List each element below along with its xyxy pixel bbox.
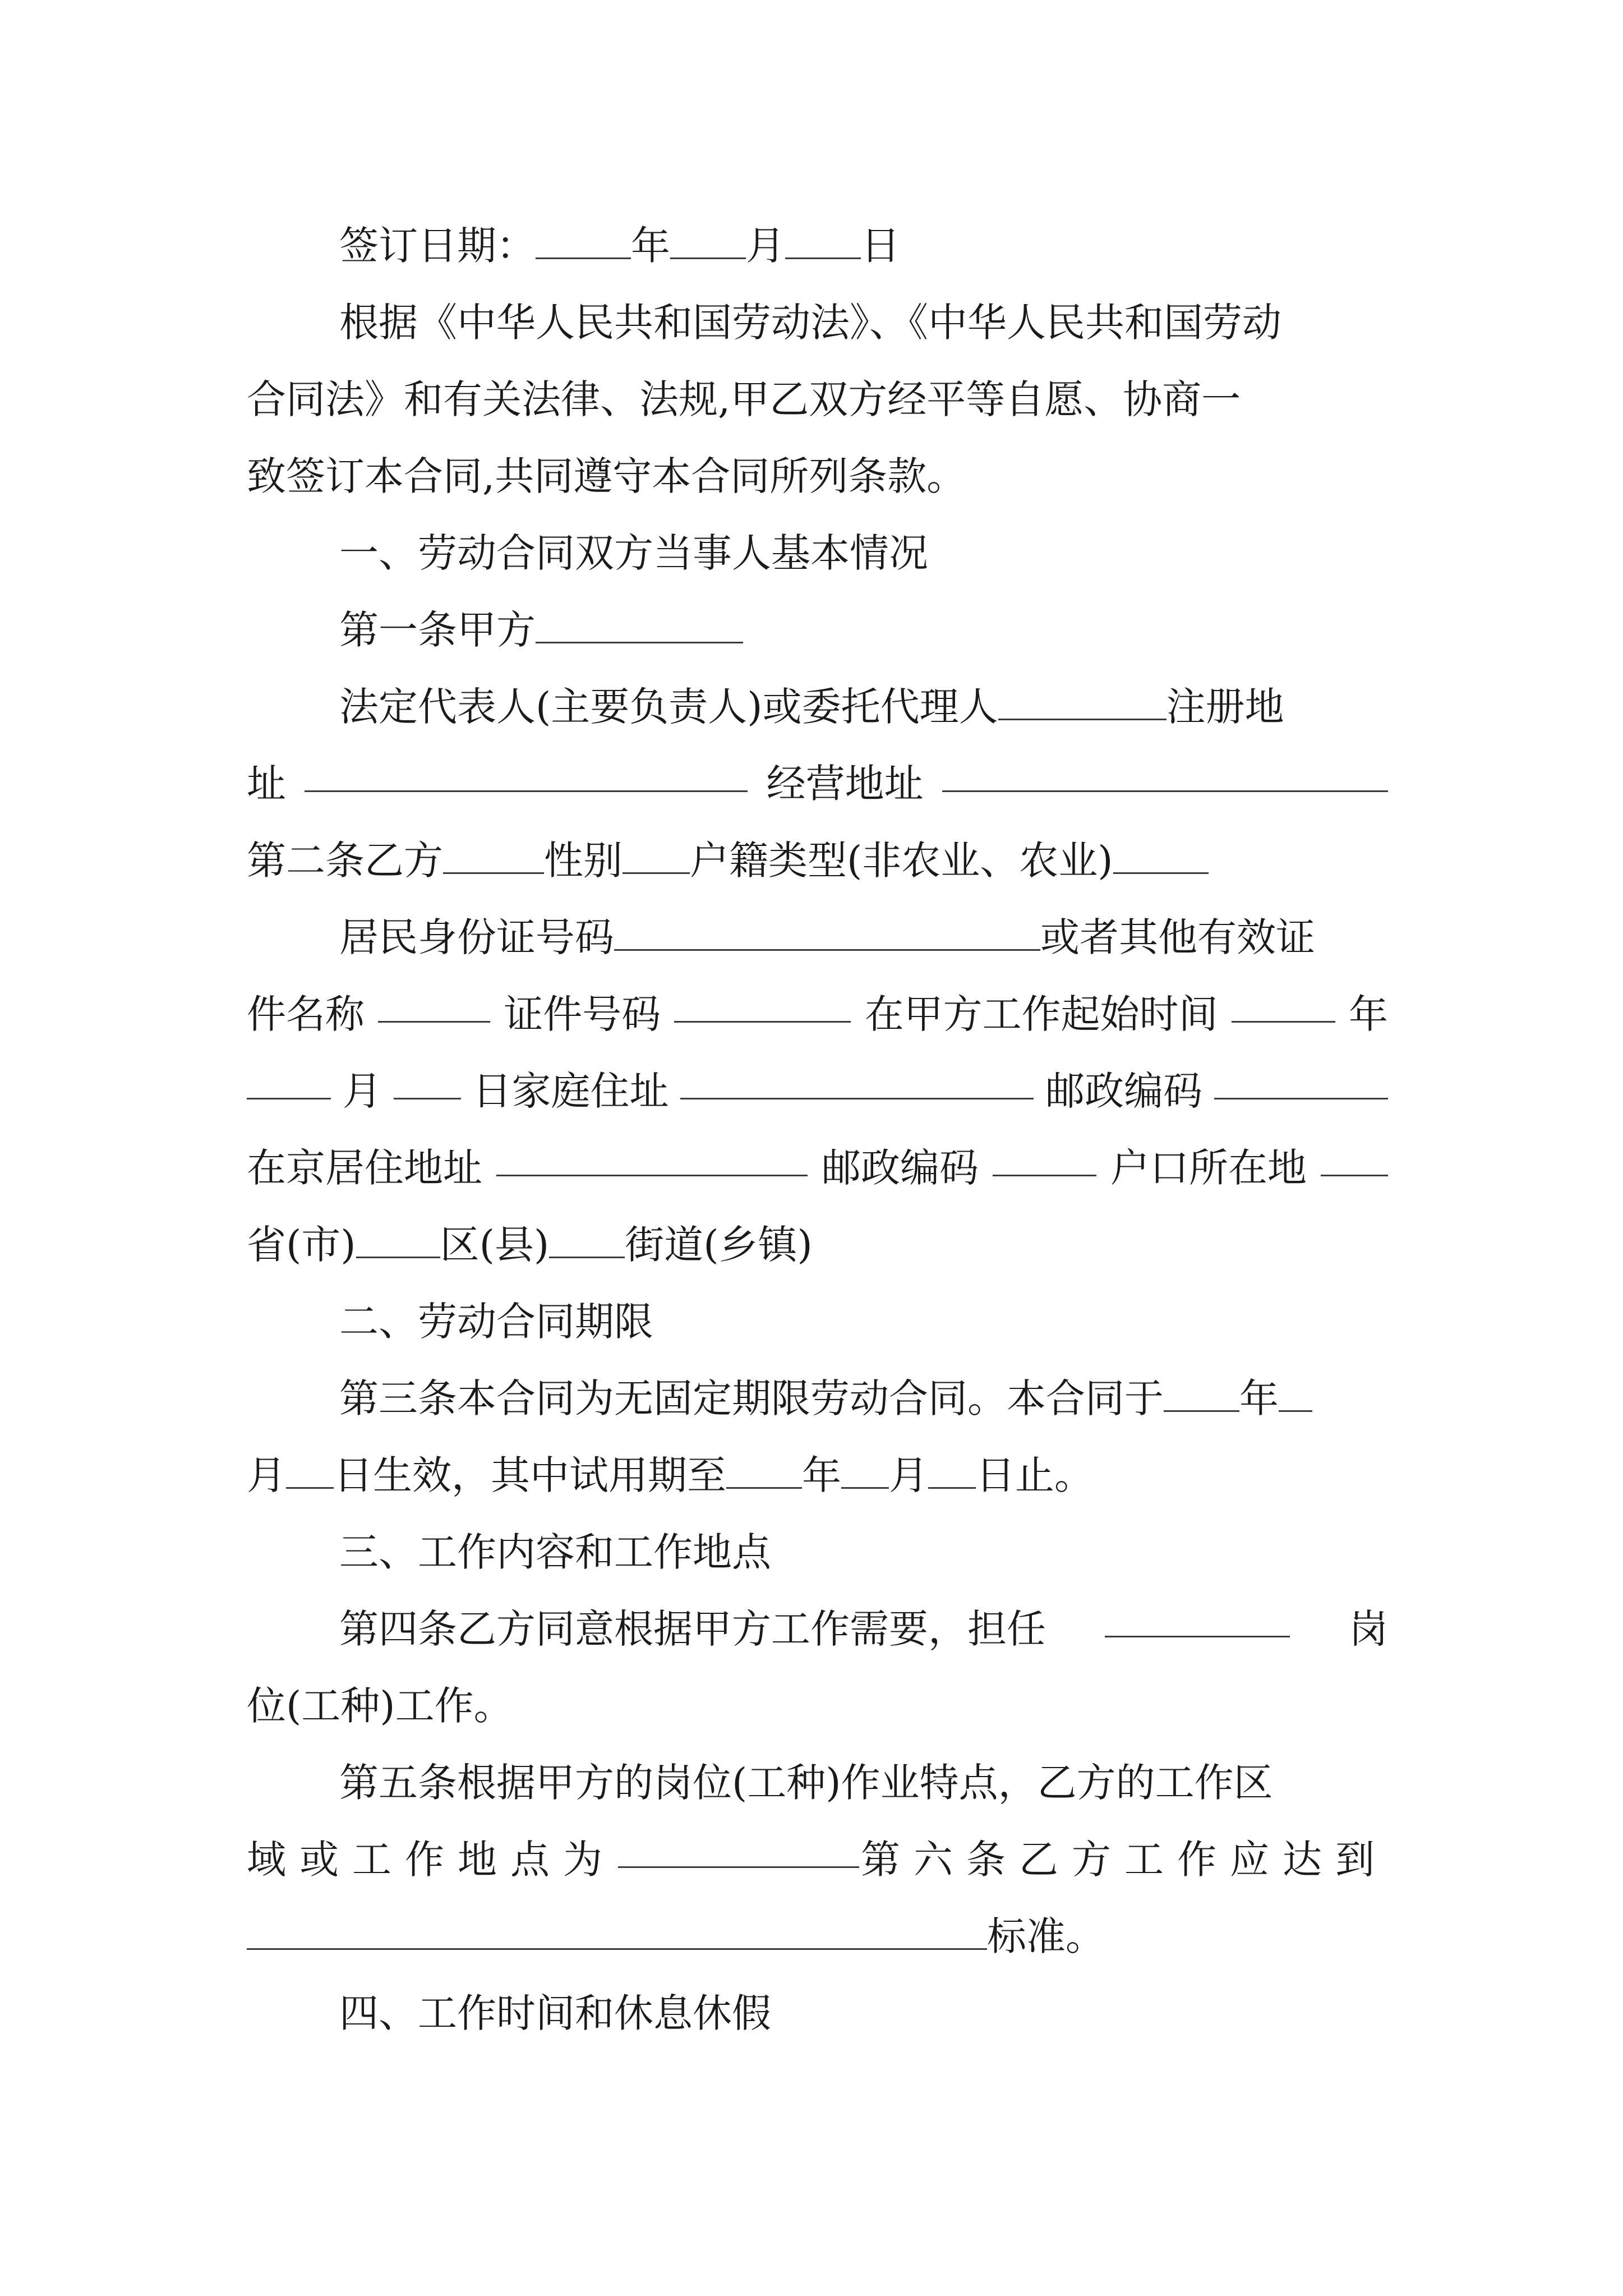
region-line	[247, 1214, 813, 1276]
street-blank[interactable]	[549, 1220, 625, 1259]
certificate-number-label: 证件号码	[504, 991, 661, 1037]
probation-month-label: 月	[889, 1452, 928, 1498]
article-2-label: 第二条乙方	[247, 838, 443, 884]
representative-label: 法定代表人(主要负责人)或委托代理人	[339, 684, 998, 730]
month-blank[interactable]	[670, 220, 746, 260]
section-3-heading: 三、工作内容和工作地点	[339, 1529, 771, 1575]
article-6-line	[247, 1906, 1105, 1967]
article-1-label: 第一条甲方	[339, 607, 536, 653]
certificate-name-blank[interactable]	[378, 983, 490, 1023]
article-3-line-1	[339, 1368, 1312, 1429]
postcode-blank[interactable]	[1214, 1060, 1388, 1099]
business-address-label: 经营地址	[766, 761, 924, 807]
month-label: 月	[746, 223, 785, 269]
representative-line	[339, 676, 1284, 738]
start-day-blank[interactable]	[394, 1060, 461, 1099]
article-4-line-1	[339, 1598, 1388, 1660]
day-label: 日	[861, 223, 900, 269]
probation-text: 日生效，其中试用期至	[334, 1452, 726, 1498]
beijing-postcode-blank[interactable]	[993, 1137, 1096, 1176]
article-2-line	[247, 830, 1209, 891]
hukou-location-blank[interactable]	[1321, 1137, 1388, 1176]
position-label: 岗	[1349, 1606, 1388, 1652]
section-4-heading: 四、工作时间和休息休假	[339, 1990, 771, 2036]
representative-blank[interactable]	[998, 682, 1166, 721]
start-month-blank[interactable]	[247, 1060, 331, 1099]
article-5-line-1: 第五条根据甲方的岗位(工种)作业特点，乙方的工作区	[339, 1760, 1273, 1806]
beijing-address-label: 在京居住地址	[247, 1145, 482, 1191]
province-label: 省(市)	[247, 1222, 356, 1268]
address-line	[247, 753, 1388, 815]
gender-label: 性别	[544, 838, 623, 884]
section-1-heading: 一、劳动合同双方当事人基本情况	[339, 530, 928, 576]
id-number-blank[interactable]	[614, 912, 1040, 951]
postcode-label: 邮政编码	[1045, 1068, 1203, 1114]
district-label: 区(县)	[440, 1222, 550, 1268]
effective-year-label: 年	[1239, 1375, 1279, 1421]
certificate-line	[247, 983, 1388, 1045]
home-address-label: 日家庭住址	[472, 1068, 669, 1114]
effective-day-blank[interactable]	[286, 1450, 334, 1489]
home-address-line	[247, 1060, 1388, 1122]
probation-year-label: 年	[802, 1452, 841, 1498]
party-b-blank[interactable]	[443, 835, 544, 875]
article-3-text: 第三条本合同为无固定期限劳动合同。本合同于	[339, 1375, 1164, 1421]
household-type-blank[interactable]	[1113, 835, 1209, 875]
work-location-blank[interactable]	[618, 1829, 859, 1868]
household-type-label: 户籍类型(非农业、农业)	[690, 838, 1113, 884]
preamble-line-2: 合同法》和有关法律、法规,甲乙双方经平等自愿、协商一	[247, 376, 1241, 422]
day-blank[interactable]	[785, 220, 861, 260]
section-2-heading: 二、劳动合同期限	[339, 1299, 653, 1345]
article-6-text: 第六条乙方工作应达到	[861, 1837, 1388, 1883]
home-address-blank[interactable]	[680, 1060, 1034, 1099]
effective-month-blank-a[interactable]	[1279, 1373, 1312, 1412]
probation-year-blank[interactable]	[726, 1450, 802, 1489]
certificate-name-label: 件名称	[247, 991, 365, 1037]
beijing-postcode-label: 邮政编码	[822, 1145, 979, 1191]
work-standard-blank[interactable]	[247, 1911, 987, 1950]
probation-end-label: 日止。	[976, 1452, 1094, 1498]
preamble-line-1: 根据《中华人民共和国劳动法》、《中华人民共和国劳动	[339, 300, 1281, 346]
certificate-number-blank[interactable]	[674, 983, 851, 1023]
other-certificate-label: 或者其他有效证	[1040, 914, 1315, 960]
gender-blank[interactable]	[623, 835, 690, 875]
registered-address-label: 注册地	[1166, 684, 1284, 730]
article-1-line	[339, 599, 743, 661]
party-a-blank[interactable]	[536, 605, 743, 644]
street-label: 街道(乡镇)	[625, 1222, 813, 1268]
start-year-blank[interactable]	[1232, 983, 1335, 1023]
registered-address-blank[interactable]	[305, 753, 748, 792]
probation-month-blank[interactable]	[841, 1450, 889, 1489]
article-4-line-2: 位(工种)工作。	[247, 1683, 513, 1729]
article-3-line-2	[247, 1444, 1094, 1506]
preamble-line-3: 致签订本合同,共同遵守本合同所列条款。	[247, 453, 966, 499]
sign-date-line	[339, 215, 900, 277]
start-year-label: 年	[1348, 991, 1388, 1037]
business-address-blank[interactable]	[942, 753, 1388, 792]
year-blank[interactable]	[536, 220, 631, 260]
position-blank[interactable]	[1105, 1598, 1290, 1637]
id-number-line	[339, 907, 1315, 968]
effective-month-label: 月	[247, 1452, 286, 1498]
effective-year-blank[interactable]	[1164, 1373, 1239, 1412]
beijing-address-line	[247, 1137, 1388, 1199]
work-location-label: 域或工作地点为	[247, 1837, 616, 1883]
article-5-line-2	[247, 1829, 1388, 1890]
id-number-label: 居民身份证号码	[339, 914, 614, 960]
standard-label: 标准。	[987, 1913, 1105, 1959]
address-char: 址	[247, 761, 286, 807]
start-month-label: 月	[342, 1068, 382, 1114]
district-blank[interactable]	[356, 1220, 440, 1259]
start-time-label: 在甲方工作起始时间	[864, 991, 1218, 1037]
article-4-text: 第四条乙方同意根据甲方工作需要，担任	[339, 1606, 1046, 1652]
beijing-address-blank[interactable]	[496, 1137, 808, 1176]
sign-date-label: 签订日期：	[339, 223, 536, 269]
probation-day-blank[interactable]	[928, 1450, 976, 1489]
hukou-location-label: 户口所在地	[1110, 1145, 1307, 1191]
year-label: 年	[631, 223, 670, 269]
